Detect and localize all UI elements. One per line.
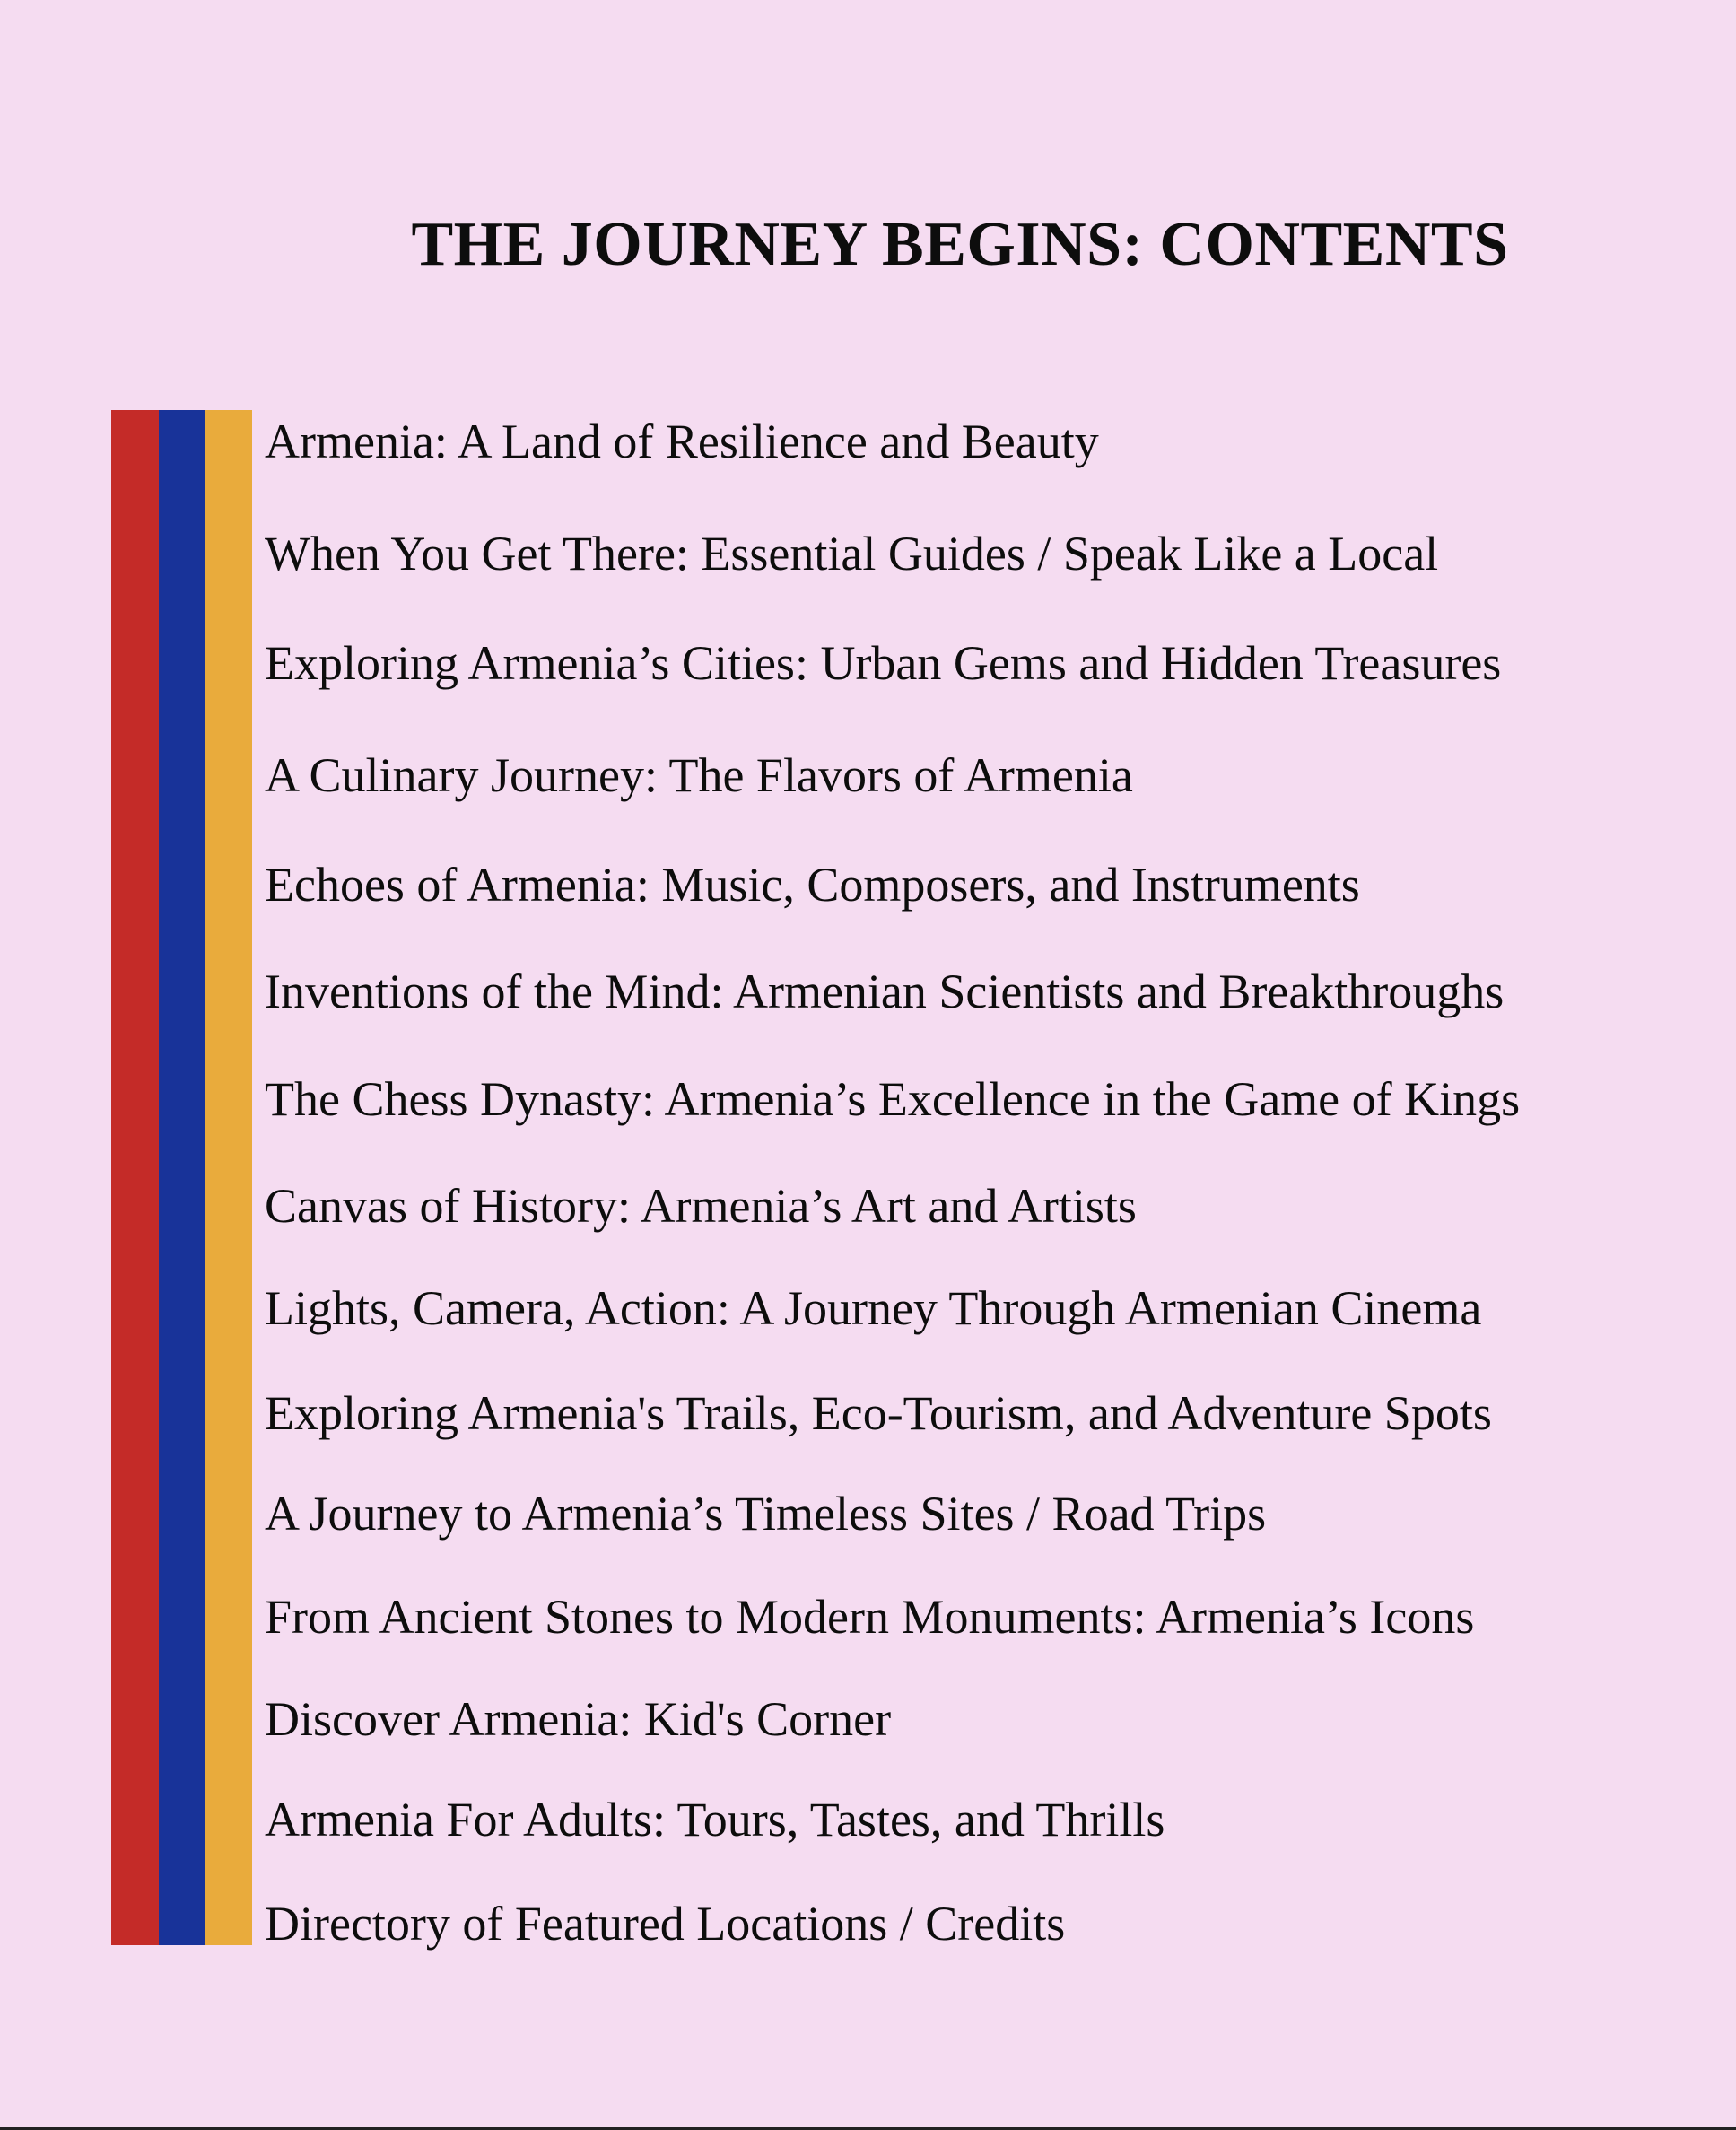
toc-item[interactable]: Directory of Featured Locations / Credits [265, 1897, 1066, 1951]
blue-stripe [159, 410, 205, 1945]
toc-item[interactable]: Echoes of Armenia: Music, Composers, and Instruments [265, 858, 1360, 912]
toc-item[interactable]: A Journey to Armenia’s Timeless Sites / Road Trips [265, 1487, 1267, 1541]
toc-item[interactable]: When You Get There: Essential Guides / Speak Like a Local [265, 527, 1439, 581]
red-stripe [111, 410, 159, 1945]
toc-item[interactable]: Lights, Camera, Action: A Journey Through Armenian Cinema [265, 1281, 1482, 1335]
toc-item[interactable]: Armenia: A Land of Resilience and Beauty [265, 415, 1099, 468]
toc-item[interactable]: Exploring Armenia’s Cities: Urban Gems and Hidden Treasures [265, 636, 1502, 690]
armenian-flag-bar [111, 410, 252, 1945]
toc-item[interactable]: Inventions of the Mind: Armenian Scientists and Breakthroughs [265, 965, 1505, 1018]
toc-item[interactable]: Exploring Armenia's Trails, Eco-Tourism, and Adventure Spots [265, 1386, 1492, 1440]
toc-item[interactable]: Armenia For Adults: Tours, Tastes, and Thrills [265, 1793, 1165, 1846]
orange-stripe [205, 410, 252, 1945]
toc-item[interactable]: Canvas of History: Armenia’s Art and Artists [265, 1179, 1137, 1233]
toc-item[interactable]: Discover Armenia: Kid's Corner [265, 1692, 892, 1746]
toc-item[interactable]: A Culinary Journey: The Flavors of Armenia [265, 748, 1133, 802]
toc-item[interactable]: From Ancient Stones to Modern Monuments: Armenia’s Icons [265, 1590, 1475, 1644]
toc-item[interactable]: The Chess Dynasty: Armenia’s Excellence in the Game of Kings [265, 1072, 1521, 1126]
page-title: THE JOURNEY BEGINS: CONTENTS [411, 210, 1509, 279]
